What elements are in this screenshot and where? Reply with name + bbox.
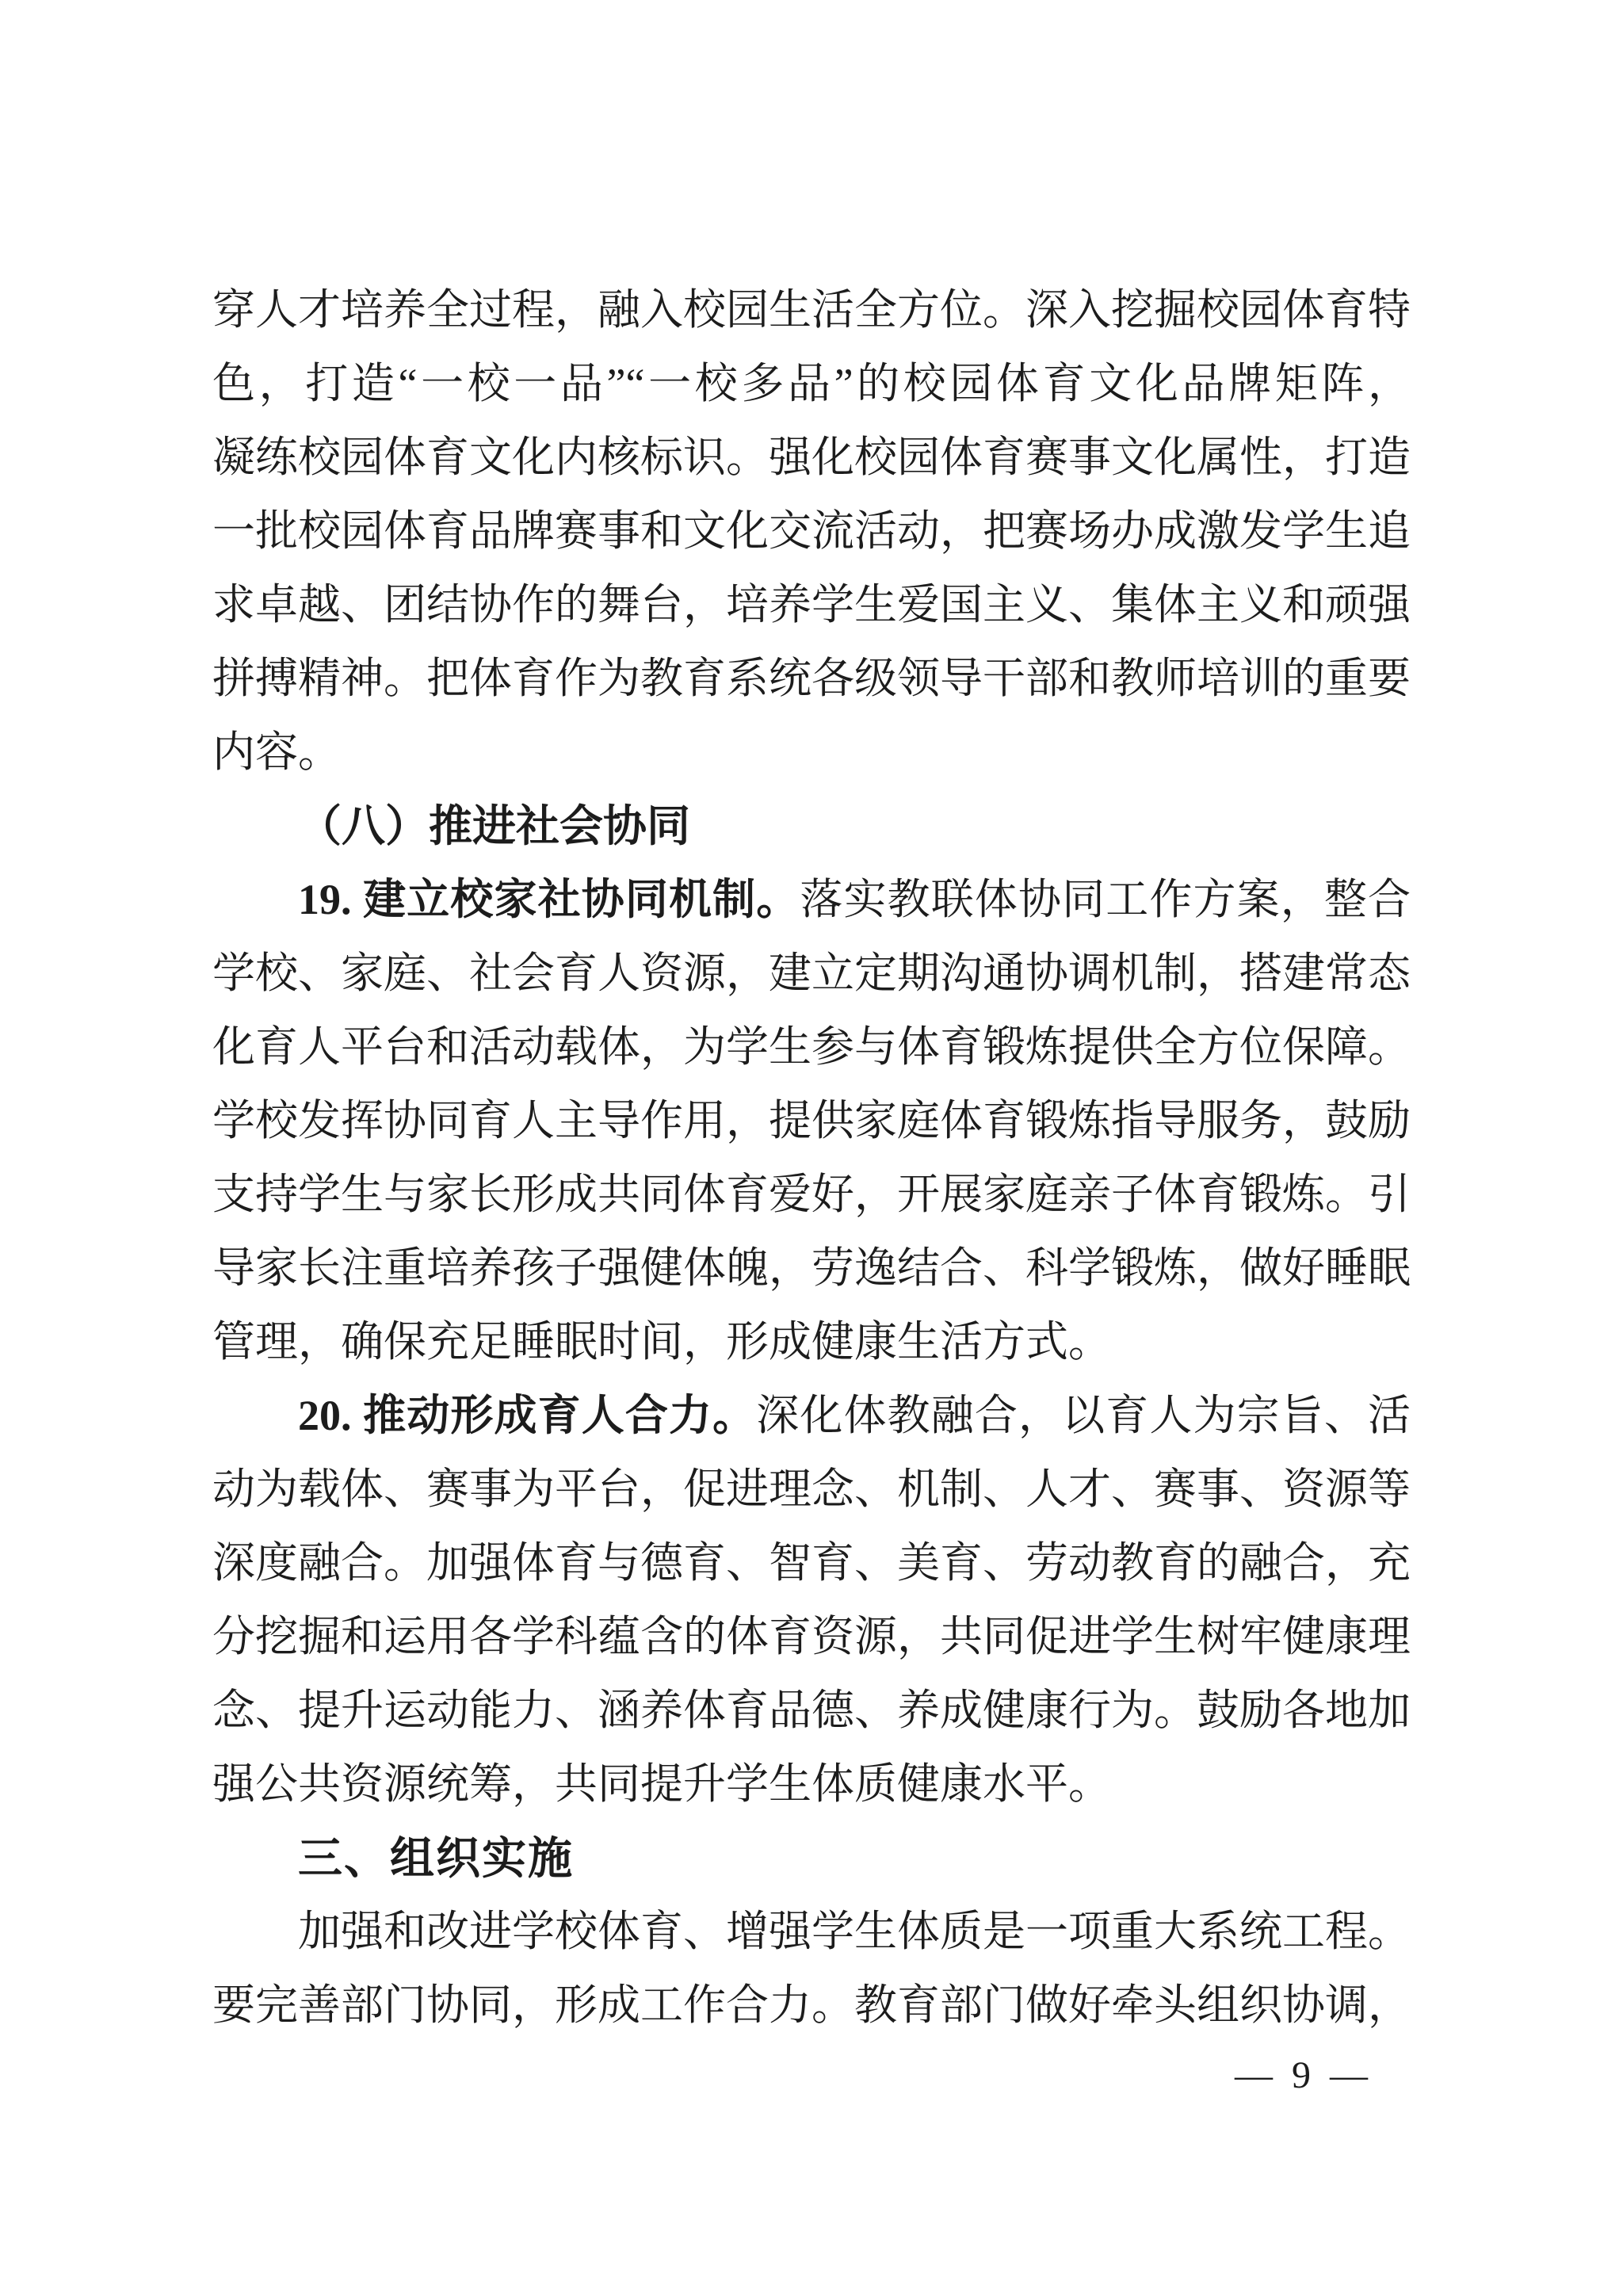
text-line — [212, 273, 1411, 347]
text-segment: 深化体教融合，以育人为宗旨、活 — [756, 1392, 1411, 1439]
page-number: — 9 — — [1235, 2054, 1373, 2096]
text-line — [212, 642, 1411, 716]
text-segment: 一批校园体育品牌赛事和文化交流活动，把赛场办成激发学生追 — [212, 507, 1411, 555]
text-segment: 色，打造“一校一品”“一校多品”的校园体育文化品牌矩阵， — [212, 360, 1411, 407]
text-line — [212, 421, 1411, 495]
text-line — [212, 1895, 1411, 1969]
text-line — [212, 863, 1411, 937]
text-line — [212, 1453, 1411, 1526]
bold-text-segment: 三、组织实施 — [298, 1833, 574, 1883]
text-line — [212, 568, 1411, 642]
text-segment: 动为载体、赛事为平台，促进理念、机制、人才、赛事、资源等 — [212, 1465, 1411, 1513]
text-segment: 强公共资源统筹，共同提升学生体质健康水平。 — [212, 1760, 1111, 1808]
text-line — [212, 1084, 1411, 1158]
text-segment: 落实教联体协同工作方案，整合 — [800, 876, 1411, 923]
text-line — [212, 347, 1411, 421]
text-segment: 分挖掘和运用各学科蕴含的体育资源，共同促进学生树牢健康理 — [212, 1613, 1411, 1660]
text-line — [212, 1232, 1411, 1305]
text-line — [212, 1158, 1411, 1232]
text-segment: 导家长注重培养孩子强健体魄，劳逸结合、科学锻炼，做好睡眠 — [212, 1244, 1411, 1292]
text-line — [212, 1600, 1411, 1674]
text-line — [212, 495, 1411, 568]
text-line — [212, 1674, 1411, 1748]
text-segment: 求卓越、团结协作的舞台，培养学生爱国主义、集体主义和顽强 — [212, 581, 1411, 628]
text-segment: 化育人平台和活动载体，为学生参与体育锻炼提供全方位保障。 — [212, 1023, 1411, 1071]
text-segment: 凝练校园体育文化内核标识。强化校园体育赛事文化属性，打造 — [212, 434, 1411, 481]
text-segment: 念、提升运动能力、涵养体育品德、养成健康行为。鼓励各地加 — [212, 1687, 1411, 1734]
text-line — [212, 1305, 1411, 1379]
text-segment: 学校、家庭、社会育人资源，建立定期沟通协调机制，搭建常态 — [212, 949, 1411, 997]
document-body — [212, 273, 1411, 2042]
text-segment: 内容。 — [212, 728, 341, 776]
text-line — [212, 789, 1411, 863]
text-segment: 支持学生与家长形成共同体育爱好，开展家庭亲子体育锻炼。引 — [212, 1171, 1411, 1218]
text-line — [212, 716, 1411, 789]
text-line — [212, 937, 1411, 1010]
text-segment: 拼搏精神。把体育作为教育系统各级领导干部和教师培训的重要 — [212, 655, 1411, 702]
text-line — [212, 1526, 1411, 1600]
text-segment: 管理，确保充足睡眠时间，形成健康生活方式。 — [212, 1318, 1111, 1366]
text-segment: 穿人才培养全过程，融入校园生活全方位。深入挖掘校园体育特 — [212, 286, 1411, 334]
text-segment: 要完善部门协同，形成工作合力。教育部门做好牵头组织协调， — [212, 1981, 1411, 2029]
text-line — [212, 1969, 1411, 2042]
text-segment: 深度融合。加强体育与德育、智育、美育、劳动教育的融合，充 — [212, 1539, 1411, 1587]
bold-text-segment: 19. 建立校家社协同机制。 — [298, 876, 800, 923]
bold-text-segment: 20. 推动形成育人合力。 — [298, 1392, 757, 1439]
text-line — [212, 1010, 1411, 1084]
text-line — [212, 1748, 1411, 1821]
text-line — [212, 1821, 1411, 1895]
text-line — [212, 1379, 1411, 1453]
bold-text-segment: （八）推进社会协同 — [298, 802, 691, 850]
text-segment: 学校发挥协同育人主导作用，提供家庭体育锻炼指导服务，鼓励 — [212, 1097, 1411, 1144]
text-segment: 加强和改进学校体育、增强学生体质是一项重大系统工程。 — [298, 1908, 1411, 1955]
